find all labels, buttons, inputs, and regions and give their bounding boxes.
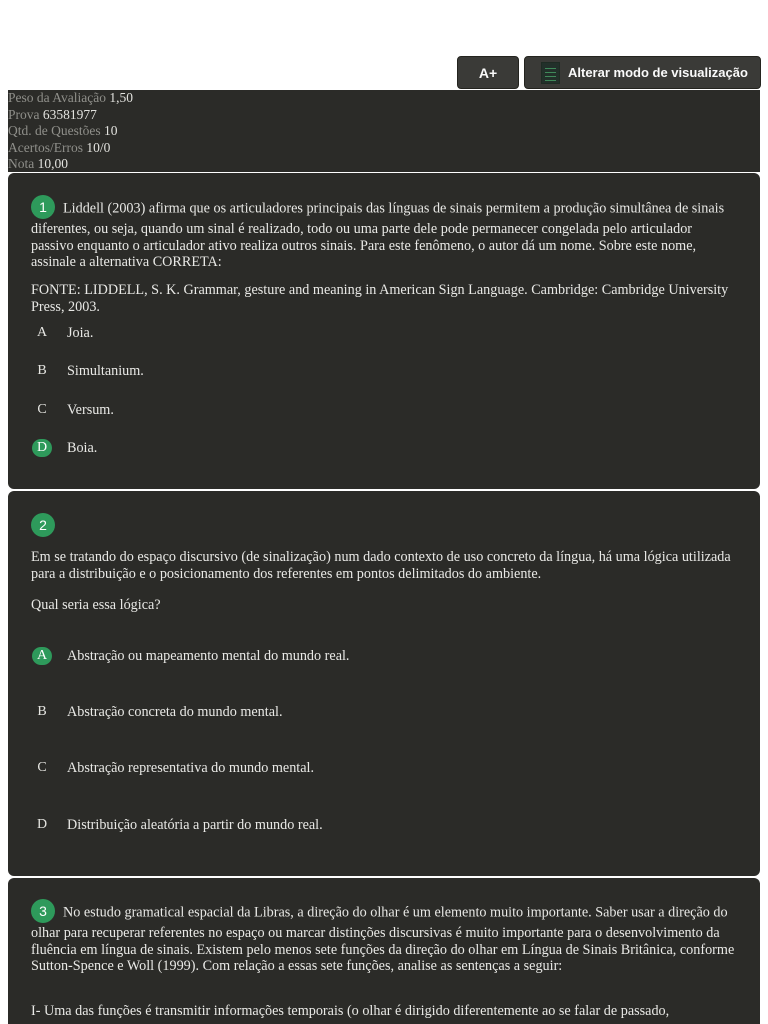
question-3-item-1: I- Uma das funções é transmitir informações temporais (o olhar é dirigido diferentemente ao se falar de passado, [31,1003,670,1019]
option-letter: C [37,760,47,775]
document-icon [541,62,560,84]
question-1-option-b[interactable] [31,362,736,380]
prova-label: Prova [8,106,40,122]
summary-nota [8,156,760,173]
option-text: Boia. [67,440,98,456]
peso-label: Peso da Avaliação [8,90,106,105]
option-letter: B [37,363,47,378]
peso-value: 1,50 [109,90,133,105]
summary-qtd [8,123,760,140]
toolbar [457,56,761,89]
question-card-3 [8,878,760,1024]
change-view-mode-label: Alterar modo de visualização [568,65,748,80]
option-letter: C [37,402,47,417]
question-2-prompt: Qual seria essa lógica? [31,597,161,613]
question-2-text: Em se tratando do espaço discursivo (de sinalização) num dado contexto de uso concreto da língua, há uma lógica utilizada para a distribuição e o posicionamento dos referentes em pontos delimitados do ambiente. [31,549,731,582]
question-1-option-d[interactable] [31,439,736,457]
correct-option-badge: D [32,439,52,457]
option-text: Abstração ou mapeamento mental do mundo real. [67,648,350,664]
question-3-text: No estudo gramatical espacial da Libras, a direção do olhar é um elemento muito importante. Saber usar a direção do olhar para recuperar referentes no espaço ou marcar distinções discursivas é muito importante para o desenvolvimento da fluência em língua de sinais. Existem pelo menos sete funções da direção do olhar em Língua de Sinais Britânica, conforme Sutton-Spence e Woll (1999). Com relação a essas sete funções, analise as sentenças a seguir: [31,904,735,975]
change-view-mode-button[interactable] [524,56,761,89]
option-text: Abstração representativa do mundo mental. [67,760,315,776]
question-1-option-c[interactable] [31,401,736,419]
option-letter: D [36,817,48,832]
summary-prova [8,107,760,124]
font-size-button[interactable]: A+ [457,56,519,89]
summary-acertos [8,140,760,157]
question-1-source: FONTE: LIDDELL, S. K. Grammar, gesture and meaning in American Sign Language. Cambridge: Cambridge University Press, 2003. [31,282,729,315]
option-text: Abstração concreta do mundo mental. [67,704,283,720]
option-text: Simultanium. [67,363,144,379]
question-card-2 [8,491,760,876]
option-text: Joia. [67,325,94,341]
question-3-stem [31,901,736,975]
question-2-option-b[interactable] [31,703,736,721]
question-2-option-c[interactable] [31,759,736,777]
option-text: Versum. [67,402,114,418]
qtd-label: Qtd. de Questões [8,123,101,139]
question-2-option-d[interactable] [31,816,736,834]
acertos-value: 10/0 [86,139,111,155]
question-number-badge: 2 [31,513,55,537]
acertos-label: Acertos/Erros [8,139,83,155]
correct-option-badge: A [32,647,52,665]
question-number-badge: 3 [31,899,55,923]
option-letter: A [36,325,48,340]
option-text: Distribuição aleatória a partir do mundo real. [67,817,323,833]
question-1-stem [31,197,736,271]
qtd-value: 10 [103,123,118,139]
nota-value: 10,00 [37,156,68,172]
option-letter: B [37,704,47,719]
question-2-option-a[interactable] [31,647,736,665]
question-card-1 [8,173,760,489]
question-number-badge: 1 [31,195,55,219]
question-1-text: Liddell (2003) afirma que os articuladores principais das línguas de sinais permitem a produção simultânea de sinais diferentes, ou seja, quando um sinal é realizado, todo ou uma parte dele pode permanecer congelada pelo articulador passivo enquanto o articulador ativo realiza outros sinais. Para este fenômeno, o autor dá um nome. Sobre este nome, assinale a alternativa CORRETA: [31,200,725,271]
evaluation-summary [8,90,760,172]
prova-value: 63581977 [42,106,97,122]
question-1-option-a[interactable] [31,324,736,342]
nota-label: Nota [8,156,35,172]
summary-peso [8,90,760,107]
